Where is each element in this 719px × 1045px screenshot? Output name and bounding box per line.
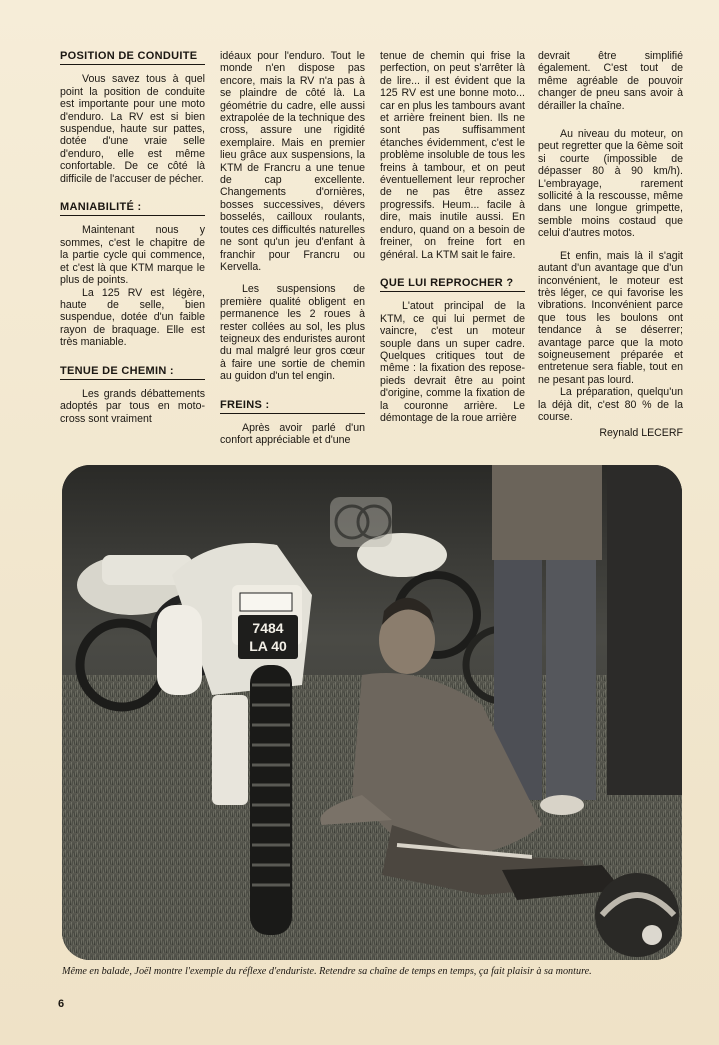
paragraph: Les grands débattements adoptés par tous en moto-cross sont vraiment	[60, 387, 205, 425]
page-number: 6	[58, 998, 65, 1010]
heading-freins: FREINS :	[220, 399, 365, 414]
column-4	[538, 50, 683, 440]
heading-tenue-de-chemin: TENUE DE CHEMIN :	[60, 365, 205, 380]
column-3	[380, 50, 525, 424]
heading-que-lui-reprocher: QUE LUI REPROCHER ?	[380, 277, 525, 292]
author-signature: Reynald LECERF	[599, 427, 683, 440]
paragraph: Au niveau du moteur, on peut regretter que la 6ème soit si courte (impossible de dépasser 80 à 90 km/h). L'embrayage, rarement sollicité à la rescousse, même dans une longue grimpette, semble moins costaud que celui d'autres motos.	[538, 128, 683, 240]
bgdp-watermark	[330, 497, 392, 547]
paragraph: L'atout principal de la KTM, ce qui lui permet de vaincre, c'est un moteur souple dans un super cadre. Quelques critiques tout de même : la fixation des repose-pieds devrait être au point d'origine, comme la fixation de la couronne arrière. Le démontage de la roue arrière	[380, 300, 525, 424]
photo-illustration	[62, 465, 682, 960]
article-columns	[58, 50, 684, 450]
paragraph: idéaux pour l'enduro. Tout le monde n'en dispose pas encore, mais la RV n'a pas à se plaindre de côté là. La géométrie du cadre, elle aussi extrapolée de la technique des cross, assure une rigidité exemplaire. Mais en premier lieu grâce aux suspensions, la KTM de Francru a une tenue de cap excellente. Changements d'ornières, bosses successives, dévers bosselés, cailloux roulants, toutes ces difficultés naturelles ne sont qu'un jeu d'enfant à franchir pour Francru ou Kervella.	[220, 50, 365, 273]
heading-maniabilite: MANIABILITÉ :	[60, 201, 205, 216]
paragraph: Maintenant nous y sommes, c'est le chapitre de la partie cycle qui commence, et c'est là que KTM marque le plus de points.	[60, 224, 205, 287]
standing-people	[492, 465, 682, 815]
article-photo	[62, 465, 682, 960]
column-1	[60, 50, 205, 425]
paragraph: Après avoir parlé d'un confort appréciable et d'une	[220, 421, 365, 447]
photo-caption: Même en balade, Joël montre l'exemple du réflexe d'enduriste. Retendre sa chaîne de temps en temps, ça fait plaisir à sa monture.	[62, 966, 592, 977]
paragraph: Et enfin, mais là il s'agit autant d'un avantage que d'un inconvénient, le moteur est très léger, ce qui favorise les vibrations. Inconvénient parce que tous les boulons ont tendance à se déserrer; avantage parce que la moto soigneusement préparée et entretenue sera fiable, tout en ne pesant pas lourd.	[538, 249, 683, 386]
paragraph: Les suspensions de première qualité obligent en permanence les 2 roues à rester collées au sol, les plus teigneux des enduristes auront du mal malgré leur gros cœur à faire une sortie de chemin au guidon d'un tel engin.	[220, 283, 365, 383]
column-2	[220, 50, 365, 447]
paragraph: devrait être simplifié également. C'est tout de même agréable de pouvoir changer de pneu sans avoir à dérailler la chaîne.	[538, 50, 683, 112]
heading-position-de-conduite: POSITION DE CONDUITE	[60, 50, 205, 65]
paragraph: tenue de chemin qui frise la perfection, on peut s'arrêter là de lire... il est évident que la 125 RV est une bonne moto... car en plus les tambours avant et arrière freinent bien. Ils ne sont pas suffisamment étanches évidemment, c'est le problème insoluble de tous les freins à tambour, et on peut éventuellement leur reprocher de ne pas être assez progressifs. Heum... facile à dire, mais inutile aussi. En enduro, quand on a besoin de freiner, on freine fort en général. La KTM sait le faire.	[380, 50, 525, 261]
paragraph: Vous savez tous à quel point la position de conduite est importante pour une moto d'enduro. La RV est si bien suspendue, haute sur pattes, dotée d'une vraie selle d'enduro, elle est même confortable. De ce côté là difficile de l'accuser de pécher.	[60, 73, 205, 185]
license-plate-line-2: LA 40	[249, 638, 287, 654]
helmet	[595, 873, 679, 957]
license-plate-line-1: 7484	[252, 620, 284, 636]
paragraph: La 125 RV est légère, haute de selle, bien suspendue, dotée d'un faible rayon de braquage. Elle est très maniable.	[60, 286, 205, 349]
paragraph: La préparation, quelqu'un la déjà dit, c'est 80 % de la course.	[538, 386, 683, 423]
